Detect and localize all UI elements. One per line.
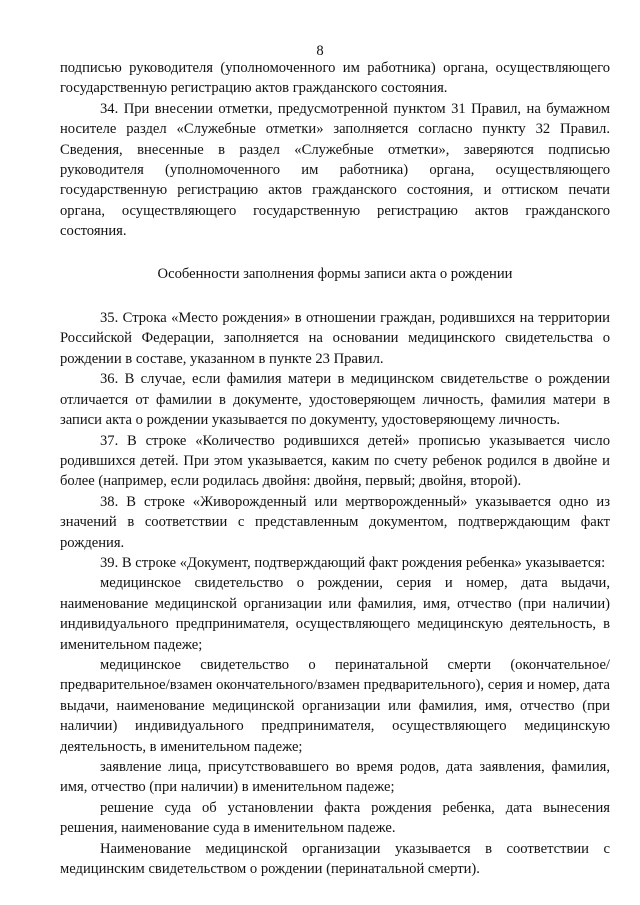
paragraph-38: 38. В строке «Живорожденный или мертворожденный» указывается одно из значений в соответствии с представленным документом, подтверждающим факт рождения. bbox=[60, 493, 610, 551]
page-number: 8 bbox=[316, 43, 324, 59]
paragraph-continuation: подписью руководителя (уполномоченного им работника) органа, осуществляющего государственную регистрацию актов гражданского состояния. bbox=[60, 60, 610, 97]
paragraph-39-medical-org-note: Наименование медицинской организации указывается в соответствии с медицинским свидетельством о рождении (перинатальной смерти). bbox=[60, 840, 610, 878]
section-heading: Особенности заполнения формы записи акта о рождении bbox=[157, 265, 513, 282]
paragraph-39-item-birth-certificate: медицинское свидетельство о рождении, серия и номер, дата выдачи, наименование медицинской организации или фамилия, имя, отчество (при наличии) индивидуального предпринимателя, осуществляющего медицинскую деятельность, в именительном падеже; bbox=[60, 575, 610, 653]
paragraph-39: 39. В строке «Документ, подтверждающий факт рождения ребенка» указывается: bbox=[100, 554, 606, 571]
paragraph-34: 34. При внесении отметки, предусмотренной пунктом 31 Правил, на бумажном носителе раздел «Служебные отметки» заполняется согласно пункту 32 Правил. Сведения, внесенные в раздел «Служебные отметки», заверяются подписью руководителя (уполномоченного им работника) органа, осуществляющего государственную регистрацию актов гражданского состояния, и оттиском печати органа, осуществляющего государственную регистрацию актов гражданского состояния. bbox=[60, 100, 610, 240]
paragraph-36: 36. В случае, если фамилия матери в медицинском свидетельстве о рождении отличается от фамилии в документе, удостоверяющем личность, фамилия матери в записи акта о рождении указывается по документу, удостоверяющему личность. bbox=[60, 371, 610, 429]
paragraph-39-item-witness-statement: заявление лица, присутствовавшего во время родов, дата заявления, фамилия, имя, отчество (при наличии) в именительном падеже; bbox=[60, 759, 610, 796]
paragraph-39-item-perinatal-death-certificate: медицинское свидетельство о перинатальной смерти (окончательное/ предварительное/взамен окончательного/взамен предварительного), серия и номер, дата выдачи, наименование медицинской организации или фамилия, имя, отчество (при наличии) индивидуального предпринимателя, осуществляющего медицинскую деятельность, в именительном падеже; bbox=[60, 656, 610, 755]
paragraph-37: 37. В строке «Количество родившихся детей» прописью указывается число родившихся детей. При этом указывается, каким по счету ребенок родился в двойне и более (например, если родилась двойня: двойня, первый; двойня, второй). bbox=[60, 432, 610, 490]
paragraph-35: 35. Строка «Место рождения» в отношении граждан, родившихся на территории Российской Федерации, заполняется на основании медицинского свидетельства о рождении в составе, указанном в пункте 23 Правил. bbox=[60, 310, 610, 367]
paragraph-39-item-court-decision: решение суда об установлении факта рождения ребенка, дата вынесения решения, наименование суда в именительном падеже. bbox=[60, 799, 610, 837]
document-body bbox=[60, 58, 610, 879]
